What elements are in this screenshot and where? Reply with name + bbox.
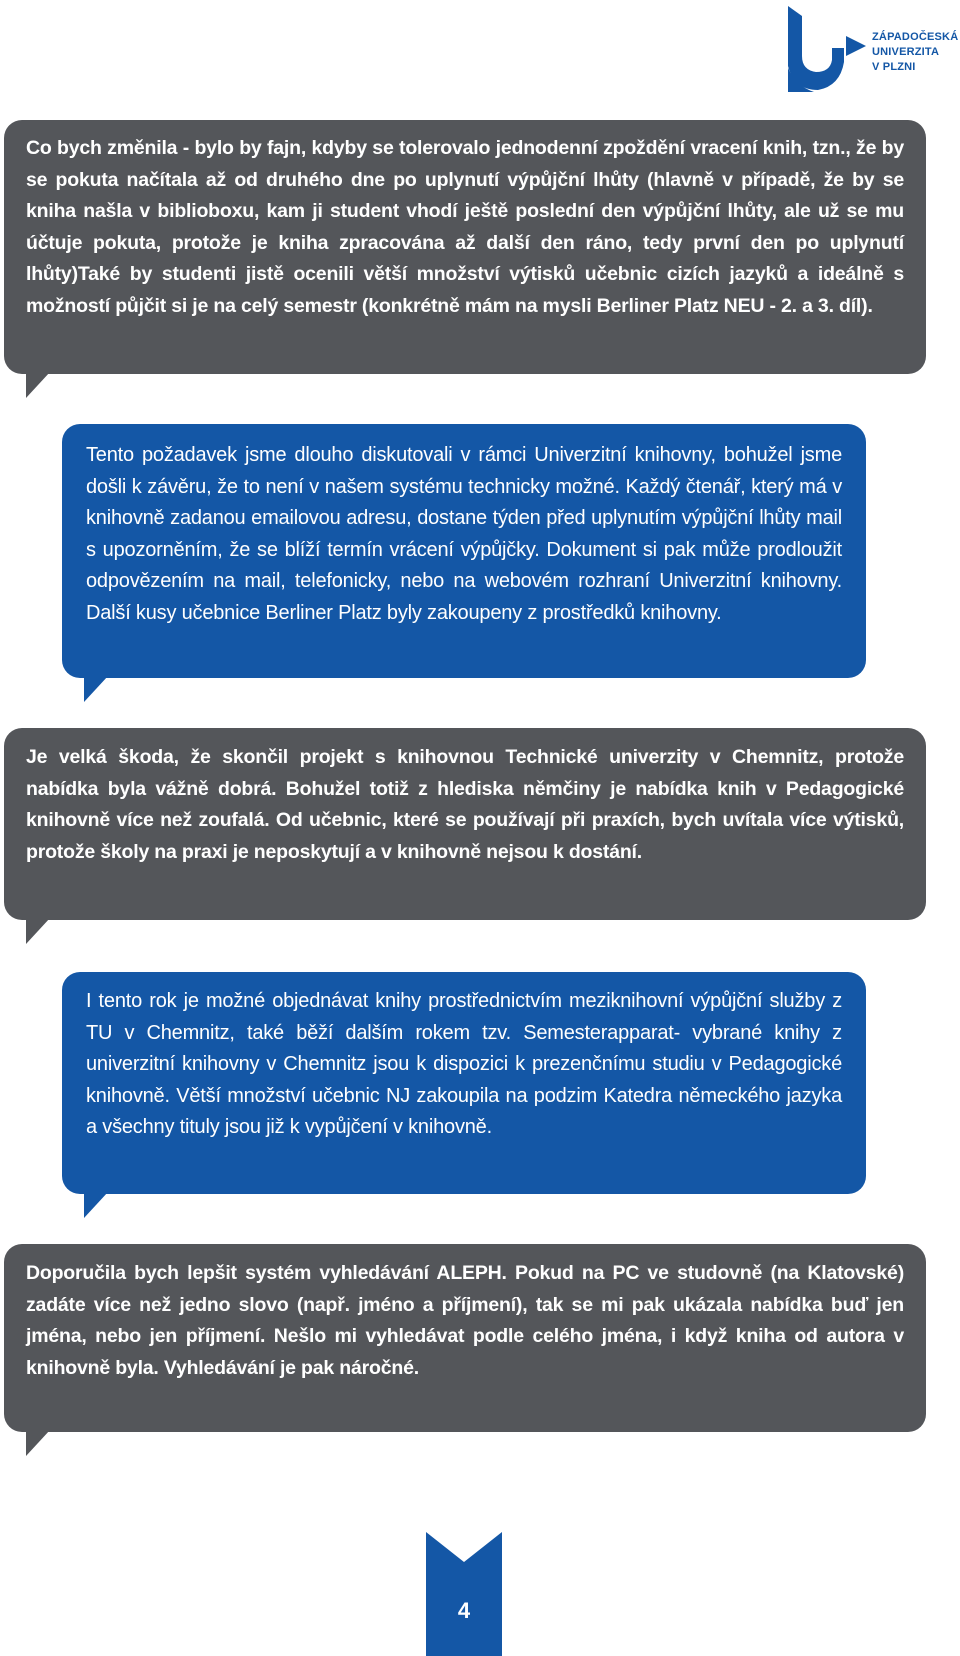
- page-number-badge: [426, 1532, 502, 1656]
- page-number: 4: [457, 1598, 471, 1623]
- bubble-tail: [84, 676, 108, 702]
- university-logo-mark-icon: [788, 6, 868, 92]
- bubble-tail: [26, 918, 50, 944]
- question-bubble-1: [4, 120, 926, 374]
- answer-bubble-2: [62, 972, 866, 1194]
- question-text-1: Co bych změnila - bylo by fajn, kdyby se tolerovalo jednodenní zpoždění vracení knih, tzn., že by se pokuta načítala až od druhého dne po uplynutí výpůjční lhůty (hlavně v případě, že by se kniha našla v biblioboxu, kam ji student vhodí ještě poslední den výpůjční lhůty, ale už se mu účtuje pokuta, protože je kniha zpracována až další den ráno, tedy první den po uplynutí lhůty)Také by studenti jistě ocenili větší množství výtisků učebnic cizích jazyků a ideálně s možností půjčit si je na celý semestr (konkrétně mám na mysli Berliner Platz NEU - 2. a 3. díl).: [26, 137, 904, 317]
- question-text-3: Doporučila bych lepšit systém vyhledávání ALEPH. Pokud na PC ve studovně (na Klatovské) zadáte více než jedno slovo (např. jméno a příjmení), tak se mi pak ukázala nabídka buď jen jména, nebo jen příjmení. Nešlo mi vyhledávat podle celého jména, i když kniha od autora v knihovně byla. Vyhledávání je pak náročné.: [26, 1262, 904, 1379]
- logo-line-1: ZÁPADOČESKÁ: [872, 31, 959, 43]
- university-logo: [788, 6, 958, 92]
- bubble-tail: [84, 1192, 108, 1218]
- question-bubble-2: [4, 728, 926, 920]
- answer-bubble-1: [62, 424, 866, 678]
- university-name: [872, 30, 958, 75]
- bubble-tail: [26, 372, 50, 398]
- answer-text-1: Tento požadavek jsme dlouho diskutovali v rámci Univerzitní knihovny, bohužel jsme došli k závěru, že to není v našem systému technicky možné. Každý čtenář, který má v knihovně zadanou emailovou adresu, dostane týden před uplynutím výpůjční lhůty mail s upozorněním, že se blíží termín vrácení výpůjčky. Dokument si pak může prodloužit odpovězením na mail, telefonicky, nebo na webovém rozhraní Univerzitní knihovny. Další kusy učebnice Berliner Platz byly zakoupeny z prostředků knihovny.: [86, 444, 842, 624]
- logo-line-2: UNIVERZITA: [872, 46, 940, 58]
- page-badge-shape-icon: [426, 1532, 502, 1656]
- logo-line-3: V PLZNI: [872, 61, 916, 73]
- answer-text-2: I tento rok je možné objednávat knihy prostřednictvím meziknihovní výpůjční služby z TU v Chemnitz, také běží dalším rokem tzv. Semesterapparat- vybrané knihy z univerzitní knihovny v Chemnitz jsou k dispozici k prezenčnímu studiu v Pedagogické knihovně. Větší množství učebnic NJ zakoupila na podzim Katedra německého jazyka a všechny tituly jsou již k vypůjčení v knihovně.: [86, 990, 842, 1138]
- bubble-tail: [26, 1430, 50, 1456]
- question-bubble-3: [4, 1244, 926, 1432]
- question-text-2: Je velká škoda, že skončil projekt s knihovnou Technické univerzity v Chemnitz, protože nabídka byla vážně dobrá. Bohužel totiž z hlediska němčiny je nabídka knih v Pedagogické knihovně více než zoufalá. Od učebnic, které se používají při praxích, bych uvítala více výtisků, protože školy na praxi je neposkytují a v knihovně nejsou k dostání.: [26, 746, 904, 863]
